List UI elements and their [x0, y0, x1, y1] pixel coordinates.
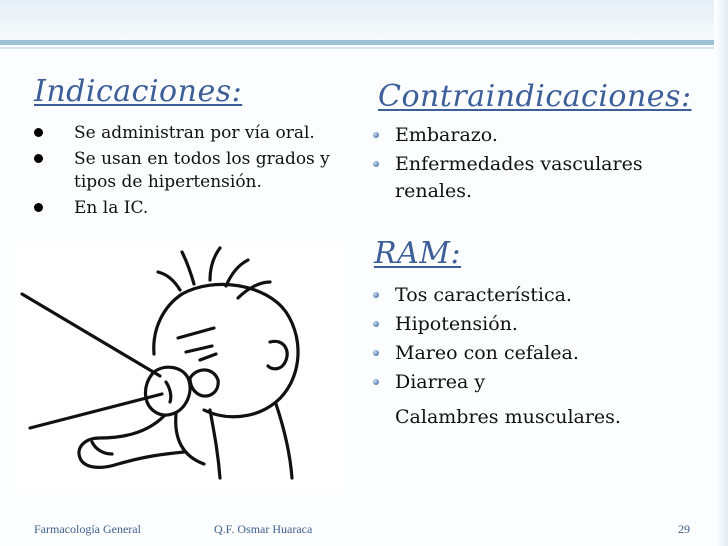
- indicacion-text: Se administran por vía oral.: [74, 123, 315, 143]
- bullet-icon: [373, 161, 379, 167]
- header-rule: [0, 40, 728, 45]
- contraindicacion-text: Enfermedades vasculares renales.: [395, 153, 643, 202]
- bullet-icon: [34, 203, 43, 212]
- footer-author: Q.F. Osmar Huaraca: [214, 522, 313, 536]
- ram-heading: RAM:: [374, 236, 462, 271]
- bullet-icon: [373, 350, 379, 356]
- bullet-icon: [373, 321, 379, 327]
- ram-text: Hipotensión.: [395, 313, 518, 335]
- ram-text: Mareo con cefalea.: [395, 342, 579, 364]
- list-item: [30, 197, 350, 220]
- bullet-icon: [373, 379, 379, 385]
- ram-continuation-text: Calambres musculares.: [395, 406, 621, 428]
- bullet-icon: [373, 132, 379, 138]
- bullet-icon: [34, 128, 43, 137]
- contraindicacion-text: Embarazo.: [395, 124, 498, 146]
- contraindicaciones-heading: Contraindicaciones:: [378, 79, 692, 114]
- ram-text: Tos característica.: [395, 284, 572, 306]
- coughing-person-drawing: [14, 242, 344, 492]
- footer-course: Farmacología General: [34, 522, 141, 536]
- list-item: [365, 122, 705, 149]
- bullet-icon: [373, 292, 379, 298]
- header-band: [0, 0, 728, 40]
- indicaciones-heading: Indicaciones:: [34, 74, 243, 109]
- right-edge-shading: [714, 0, 728, 546]
- page-number: 29: [678, 522, 690, 536]
- list-item: [365, 369, 705, 396]
- ram-list: [365, 282, 705, 433]
- list-item: [30, 148, 350, 194]
- indicaciones-list: [30, 122, 350, 223]
- ram-text: Diarrea y: [395, 371, 486, 393]
- list-item: [365, 151, 705, 205]
- list-item: [365, 282, 705, 309]
- coughing-person-illustration: [14, 242, 344, 492]
- list-item: [365, 340, 705, 367]
- ram-continuation: [365, 398, 705, 431]
- list-item: [365, 311, 705, 338]
- contraindicaciones-list: [365, 122, 705, 207]
- indicacion-text: En la IC.: [74, 198, 149, 218]
- header-rule-thin: [0, 47, 728, 49]
- bullet-icon: [34, 154, 43, 163]
- list-item: [30, 122, 350, 145]
- indicacion-text: Se usan en todos los grados y tipos de hipertensión.: [74, 149, 330, 192]
